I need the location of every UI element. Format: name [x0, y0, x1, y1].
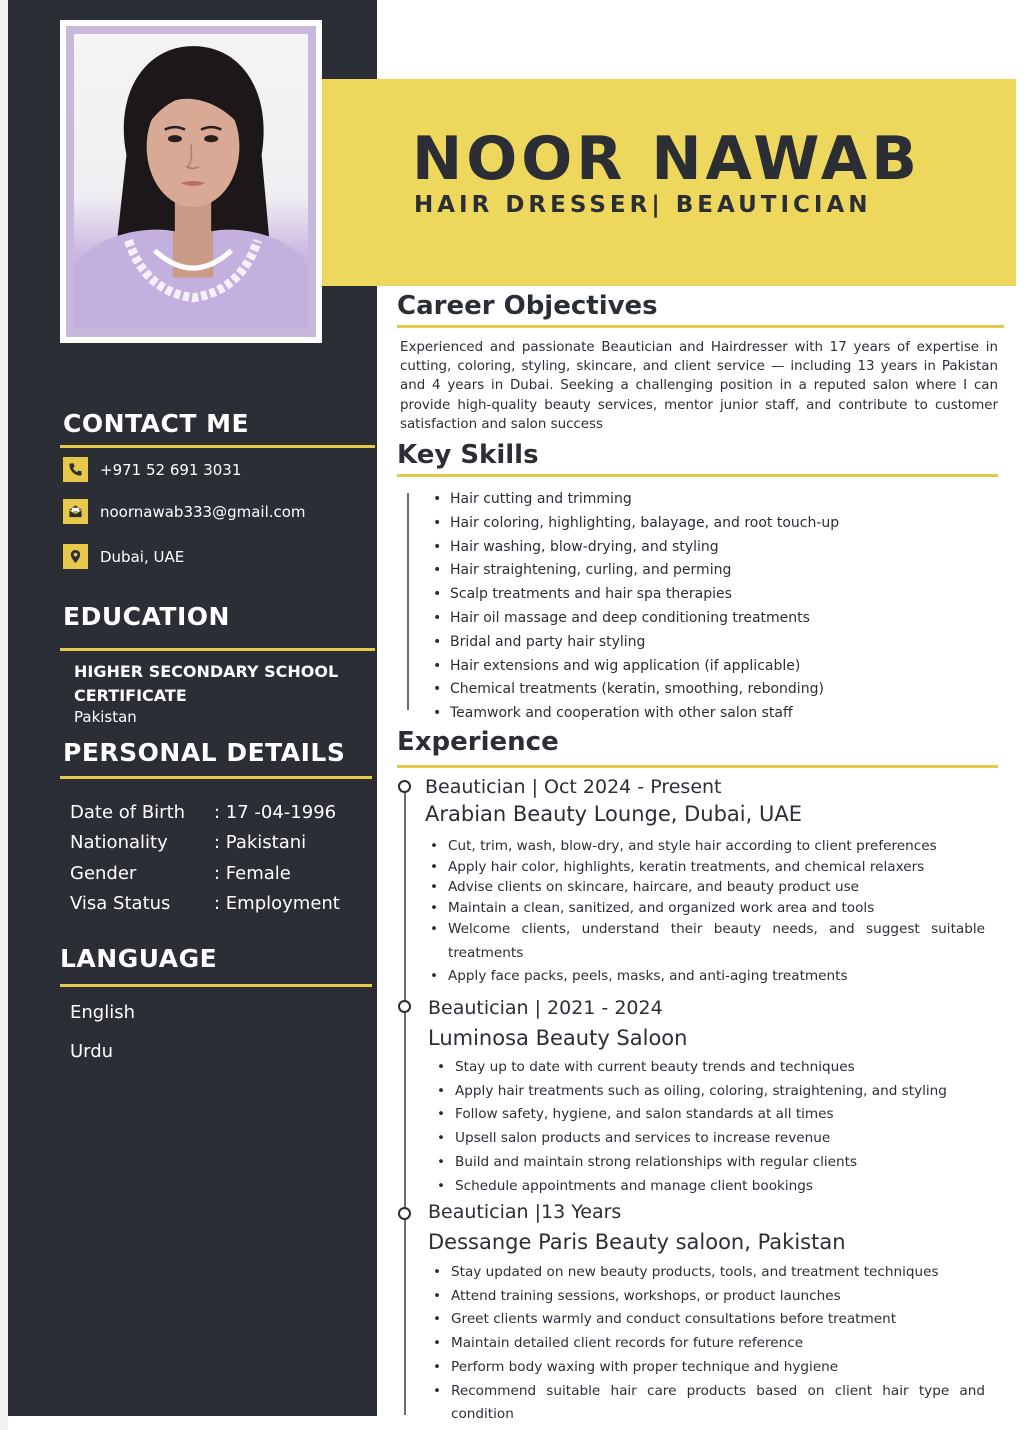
personal-details-heading: PERSONAL DETAILS [63, 738, 346, 767]
contact-divider [60, 445, 375, 448]
duty-item: • Recommend suitable hair care products based on client hair type and condition [433, 1380, 985, 1427]
skill-item: • Hair extensions and wig application (if applicable) [433, 655, 839, 679]
location-text: Dubai, UAE [100, 547, 185, 566]
skills-list [433, 488, 839, 726]
duty-item: • Apply hair treatments such as oiling, coloring, straightening, and styling [437, 1080, 997, 1104]
nationality-label: Nationality [70, 832, 168, 853]
duty-item: • Maintain a clean, sanitized, and organized work area and tools [430, 898, 985, 919]
skill-item: • Hair cutting and trimming [433, 488, 839, 512]
dob-value: : 17 -04-1996 [214, 802, 337, 823]
skill-item: • Hair coloring, highlighting, balayage, and root touch-up [433, 512, 839, 536]
profile-photo-border [66, 26, 316, 337]
duty-item: • Attend training sessions, workshops, or product launches [433, 1285, 985, 1309]
education-heading: EDUCATION [63, 602, 230, 631]
profile-photo [74, 34, 308, 329]
key-skills-divider [397, 474, 998, 477]
skill-item: • Bridal and party hair styling [433, 631, 839, 655]
personal-row-dob [70, 802, 336, 823]
duty-item: • Maintain detailed client records for future reference [433, 1332, 985, 1356]
language-divider [60, 984, 372, 987]
skill-item: • Hair washing, blow-drying, and styling [433, 536, 839, 560]
job-3-organization: Dessange Paris Beauty saloon, Pakistan [428, 1230, 846, 1254]
duty-item: • Stay up to date with current beauty trends and techniques [437, 1056, 997, 1080]
contact-location [63, 544, 184, 569]
skill-item: • Chemical treatments (keratin, smoothing, rebonding) [433, 678, 839, 702]
duty-item: • Stay updated on new beauty products, tools, and treatment techniques [433, 1261, 985, 1285]
skill-item: • Hair straightening, curling, and perming [433, 559, 839, 583]
phone-icon [63, 457, 88, 482]
language-urdu: Urdu [70, 1041, 114, 1062]
education-title: HIGHER SECONDARY SCHOOL CERTIFICATE [74, 662, 339, 705]
job-1-organization: Arabian Beauty Lounge, Dubai, UAE [425, 802, 802, 826]
career-objectives-text: Experienced and passionate Beautician and Hairdresser with 17 years of expertise in cutting, coloring, styling, skincare, and client service — including 13 years in Pakistan and 4 years in Dubai. Seeking a challenging position in a reputed salon where I can provide high-quality beauty services, mentor junior staff, and contribute to customer satisfaction and salon success [400, 340, 998, 432]
duty-item: • Welcome clients, understand their beauty needs, and suggest suitable treatments [430, 918, 985, 965]
experience-divider [397, 765, 998, 768]
job-1-duties [430, 836, 985, 989]
job-3-duties [433, 1261, 985, 1427]
personal-row-nationality [70, 832, 306, 853]
duty-item: • Upsell salon products and services to increase revenue [437, 1127, 997, 1151]
skill-item: • Teamwork and cooperation with other salon staff [433, 702, 839, 726]
page-edge [0, 0, 8, 1430]
key-skills-heading: Key Skills [397, 440, 539, 470]
duty-item: • Apply face packs, peels, masks, and anti-aging treatments [430, 965, 985, 989]
nationality-value: : Pakistani [214, 832, 307, 853]
job-2-organization: Luminosa Beauty Saloon [428, 1026, 688, 1050]
portrait-illustration [74, 34, 308, 329]
career-objectives-heading: Career Objectives [397, 291, 658, 321]
duty-item: • Advise clients on skincare, haircare, and beauty product use [430, 877, 985, 898]
contact-phone[interactable] [63, 457, 241, 482]
dob-label: Date of Birth [70, 802, 186, 823]
career-objectives-divider [397, 325, 1004, 328]
skill-item: • Scalp treatments and hair spa therapies [433, 583, 839, 607]
envelope-icon [63, 499, 88, 524]
duty-item: • Schedule appointments and manage client bookings [437, 1175, 997, 1199]
gender-value: : Female [214, 863, 291, 884]
visa-label: Visa Status [70, 893, 171, 914]
experience-timeline [404, 793, 406, 1415]
profile-photo-frame [60, 20, 322, 343]
personal-details-divider [60, 776, 372, 779]
skill-item: • Hair oil massage and deep conditioning treatments [433, 607, 839, 631]
phone-text: +971 52 691 3031 [100, 460, 242, 479]
language-heading: LANGUAGE [60, 944, 218, 973]
email-text: noornawab333@gmail.com [100, 502, 306, 521]
language-english: English [70, 1002, 135, 1023]
map-pin-icon [63, 544, 88, 569]
education-place: Pakistan [74, 708, 137, 726]
duty-item: • Build and maintain strong relationships with regular clients [437, 1151, 997, 1175]
contact-heading: CONTACT ME [63, 409, 250, 438]
timeline-dot [398, 1000, 411, 1013]
candidate-name: NOOR NAWAB [412, 124, 921, 194]
experience-heading: Experience [397, 727, 559, 757]
visa-value: : Employment [214, 893, 340, 914]
job-3-role: Beautician |13 Years [428, 1201, 622, 1223]
timeline-dot [398, 1207, 411, 1220]
candidate-title: HAIR DRESSER| BEAUTICIAN [414, 192, 872, 218]
personal-row-gender [70, 863, 291, 884]
job-2-role: Beautician | 2021 - 2024 [428, 997, 663, 1019]
job-1-role: Beautician | Oct 2024 - Present [425, 776, 722, 798]
timeline-dot [398, 780, 411, 793]
education-divider [60, 648, 375, 651]
gender-label: Gender [70, 863, 137, 884]
duty-item: • Perform body waxing with proper technique and hygiene [433, 1356, 985, 1380]
job-2-duties [437, 1056, 997, 1198]
personal-row-visa [70, 893, 340, 914]
duty-item: • Greet clients warmly and conduct consultations before treatment [433, 1308, 985, 1332]
duty-item: • Follow safety, hygiene, and salon standards at all times [437, 1103, 997, 1127]
duty-item: • Cut, trim, wash, blow-dry, and style hair according to client preferences [430, 836, 985, 857]
contact-email[interactable] [63, 499, 306, 524]
skills-accent-line [407, 493, 409, 710]
duty-item: • Apply hair color, highlights, keratin treatments, and chemical relaxers [430, 857, 985, 878]
